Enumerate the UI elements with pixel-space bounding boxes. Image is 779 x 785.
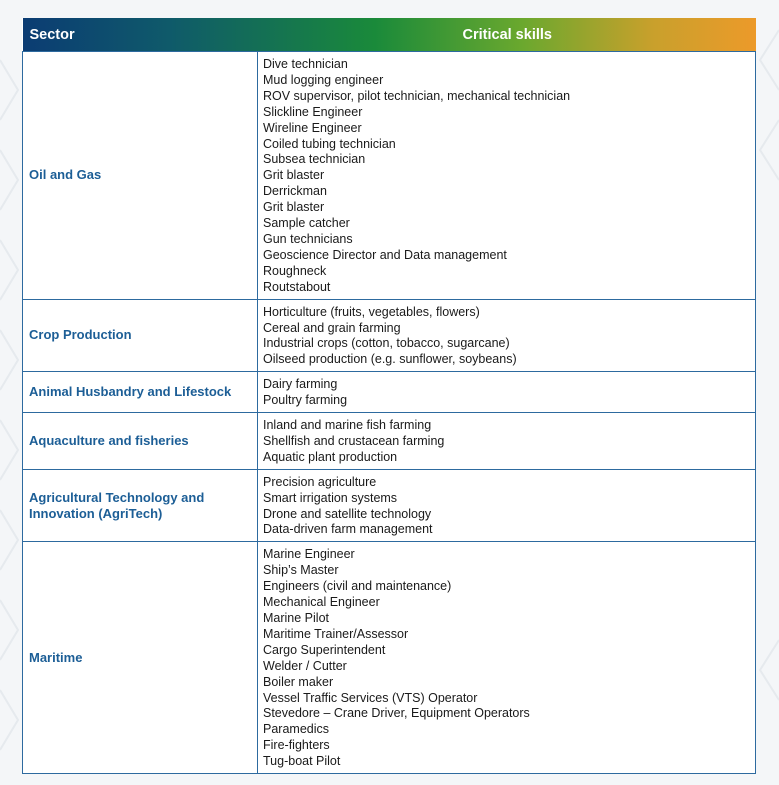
skills-cell	[258, 542, 756, 774]
skills-cell	[258, 469, 756, 542]
skill-item: Engineers (civil and maintenance)	[263, 579, 452, 594]
skill-item: Shellfish and crustacean farming	[263, 433, 445, 448]
skill-item: Cereal and grain farming	[263, 320, 401, 335]
skill-item: Cargo Superintendent	[263, 642, 386, 657]
table-row	[23, 299, 756, 372]
sector-cell: Crop Production	[23, 299, 258, 372]
skill-item: Poultry farming	[263, 393, 348, 408]
skill-item: Dive technician	[263, 57, 348, 71]
table-header-row	[23, 18, 756, 52]
skill-item: Industrial crops (cotton, tobacco, sugarcane)	[263, 336, 510, 351]
skill-item: Geoscience Director and Data management	[263, 247, 507, 262]
skill-item: Welder / Cutter	[263, 658, 347, 673]
skill-item: Inland and marine fish farming	[263, 418, 432, 433]
table-row	[23, 52, 756, 300]
skills-table-container	[22, 18, 755, 774]
skill-item: Boiler maker	[263, 674, 334, 689]
header-sector: Sector	[29, 26, 75, 43]
sector-cell: Oil and Gas	[23, 52, 258, 300]
skill-item: Tug-boat Pilot	[263, 754, 341, 769]
skill-item: Wireline Engineer	[263, 120, 362, 135]
skill-item: Vessel Traffic Services (VTS) Operator	[263, 690, 478, 705]
table-row	[23, 413, 756, 470]
skill-item: Oilseed production (e.g. sunflower, soybeans)	[263, 352, 517, 367]
skill-item: Stevedore – Crane Driver, Equipment Operators	[263, 706, 530, 721]
skill-item: Sample catcher	[263, 216, 350, 231]
skill-item: Dairy farming	[263, 377, 338, 392]
table-body	[23, 52, 756, 774]
skills-cell	[258, 413, 756, 470]
table-row	[23, 542, 756, 774]
header-critical-skills: Critical skills	[462, 26, 552, 43]
skill-item: Mud logging engineer	[263, 72, 384, 87]
skill-item: Mechanical Engineer	[263, 595, 380, 610]
skill-item: Coiled tubing technician	[263, 136, 396, 151]
skill-item: Marine Pilot	[263, 611, 329, 625]
skill-item: Ship’s Master	[263, 563, 339, 578]
sector-cell: Aquaculture and fisheries	[23, 413, 258, 470]
skill-item: Subsea technician	[263, 152, 366, 167]
skill-item: Roughneck	[263, 263, 327, 278]
sector-cell: Agricultural Technology and Innovation (AgriTech)	[23, 469, 258, 542]
skill-item: Derrickman	[263, 184, 327, 199]
skill-item: Marine Engineer	[263, 547, 355, 562]
skill-item: Fire-fighters	[263, 738, 330, 753]
skill-item: Smart irrigation systems	[263, 490, 398, 505]
skill-item: Routstabout	[263, 279, 331, 294]
table-row	[23, 469, 756, 542]
skill-item: Data-driven farm management	[263, 522, 433, 537]
skill-item: Paramedics	[263, 722, 329, 737]
sector-cell: Maritime	[23, 542, 258, 774]
skill-item: Maritime Trainer/Assessor	[263, 626, 409, 641]
skill-item: Horticulture (fruits, vegetables, flowers)	[263, 304, 480, 319]
skill-item: Gun technicians	[263, 231, 353, 246]
sector-cell: Animal Husbandry and Lifestock	[23, 372, 258, 413]
skill-item: Slickline Engineer	[263, 104, 363, 119]
critical-skills-table	[22, 18, 756, 774]
skills-cell	[258, 52, 756, 300]
table-row	[23, 372, 756, 413]
skill-item: ROV supervisor, pilot technician, mechanical technician	[263, 88, 571, 103]
skill-item: Precision agriculture	[263, 474, 377, 489]
skill-item: Aquatic plant production	[263, 449, 398, 464]
skill-item: Drone and satellite technology	[263, 506, 432, 521]
skills-cell	[258, 299, 756, 372]
skill-item: Grit blaster	[263, 200, 325, 215]
skill-item: Grit blaster	[263, 168, 325, 183]
skills-cell	[258, 372, 756, 413]
